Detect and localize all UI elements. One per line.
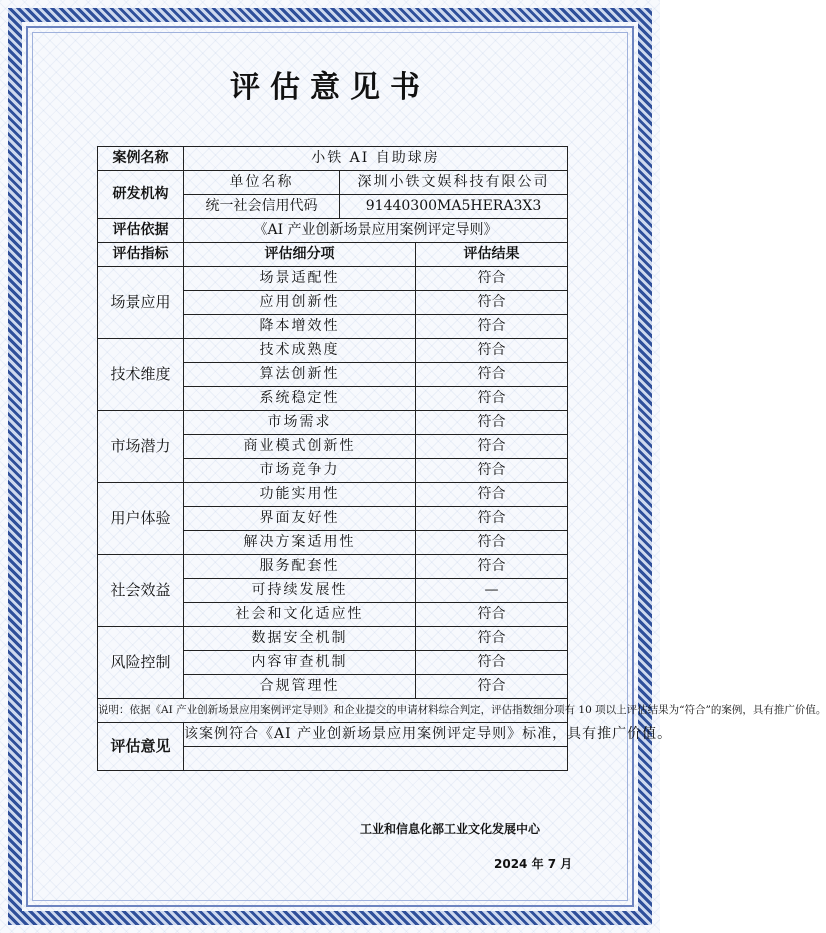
unit-name-row [98, 171, 568, 195]
result: 符合 [416, 435, 568, 459]
indicator-group: 社会效益 [98, 555, 184, 627]
result: 符合 [416, 507, 568, 531]
document-title: 评估意见书 [230, 70, 430, 105]
sub-item: 社会和文化适应性 [184, 603, 416, 627]
credit-code-label: 统一社会信用代码 [184, 195, 340, 219]
result: 符合 [416, 315, 568, 339]
sub-item: 数据安全机制 [184, 627, 416, 651]
result: 符合 [416, 675, 568, 699]
org-label: 研发机构 [98, 171, 184, 219]
sub-item: 可持续发展性 [184, 579, 416, 603]
result: 符合 [416, 651, 568, 675]
sub-item: 商业模式创新性 [184, 435, 416, 459]
sub-item: 市场需求 [184, 411, 416, 435]
unit-name-value: 深圳小铁文娱科技有限公司 [340, 171, 568, 195]
result: 符合 [416, 603, 568, 627]
result: 符合 [416, 387, 568, 411]
sub-item: 系统稳定性 [184, 387, 416, 411]
result: 符合 [416, 267, 568, 291]
sub-item: 算法创新性 [184, 363, 416, 387]
case-name-label: 案例名称 [98, 147, 184, 171]
result: 符合 [416, 627, 568, 651]
column-header-row [98, 243, 568, 267]
col-header-subitem: 评估细分项 [184, 243, 416, 267]
table-row [98, 411, 568, 435]
sub-item: 内容审查机制 [184, 651, 416, 675]
table-row [98, 555, 568, 579]
basis-value: 《AI 产业创新场景应用案例评定导则》 [184, 219, 568, 243]
sub-item: 场景适配性 [184, 267, 416, 291]
result: — [416, 579, 568, 603]
table-row [98, 267, 568, 291]
issue-date: 2024 年 7 月 [494, 857, 573, 871]
table-row [98, 339, 568, 363]
result: 符合 [416, 483, 568, 507]
sub-item: 服务配套性 [184, 555, 416, 579]
result: 符合 [416, 555, 568, 579]
result: 符合 [416, 363, 568, 387]
table-row [98, 627, 568, 651]
note-text: 说明：依据《AI 产业创新场景应用案例评定导则》和企业提交的申请材料综合判定，评估指数细分项有 10 项以上评估结果为“符合”的案例，具有推广价值。 [98, 699, 568, 723]
basis-label: 评估依据 [98, 219, 184, 243]
opinion-text: 该案例符合《AI 产业创新场景应用案例评定导则》标准，具有推广价值。 [184, 723, 568, 747]
indicator-group: 场景应用 [98, 267, 184, 339]
indicator-group: 用户体验 [98, 483, 184, 555]
case-name-value: 小铁 AI 自助球房 [184, 147, 568, 171]
sub-item: 界面友好性 [184, 507, 416, 531]
sub-item: 市场竞争力 [184, 459, 416, 483]
table-row [98, 483, 568, 507]
sub-item: 功能实用性 [184, 483, 416, 507]
basis-row [98, 219, 568, 243]
sub-item: 应用创新性 [184, 291, 416, 315]
unit-name-label: 单位名称 [184, 171, 340, 195]
result: 符合 [416, 291, 568, 315]
opinion-label: 评估意见 [98, 723, 184, 771]
col-header-result: 评估结果 [416, 243, 568, 267]
evaluation-table [97, 146, 826, 771]
result: 符合 [416, 411, 568, 435]
result: 符合 [416, 459, 568, 483]
result: 符合 [416, 339, 568, 363]
result: 符合 [416, 531, 568, 555]
note-row [98, 699, 568, 723]
col-header-indicator: 评估指标 [98, 243, 184, 267]
indicator-group: 技术维度 [98, 339, 184, 411]
sub-item: 技术成熟度 [184, 339, 416, 363]
indicator-group: 风险控制 [98, 627, 184, 699]
credit-code-value: 91440300MA5HERA3X3 [340, 195, 568, 219]
indicator-group: 市场潜力 [98, 411, 184, 483]
case-name-row [98, 147, 568, 171]
sub-item: 解决方案适用性 [184, 531, 416, 555]
sub-item: 合规管理性 [184, 675, 416, 699]
issuer: 工业和信息化部工业文化发展中心 [360, 822, 541, 836]
opinion-row [98, 723, 568, 747]
opinion-blank [184, 747, 568, 771]
sub-item: 降本增效性 [184, 315, 416, 339]
